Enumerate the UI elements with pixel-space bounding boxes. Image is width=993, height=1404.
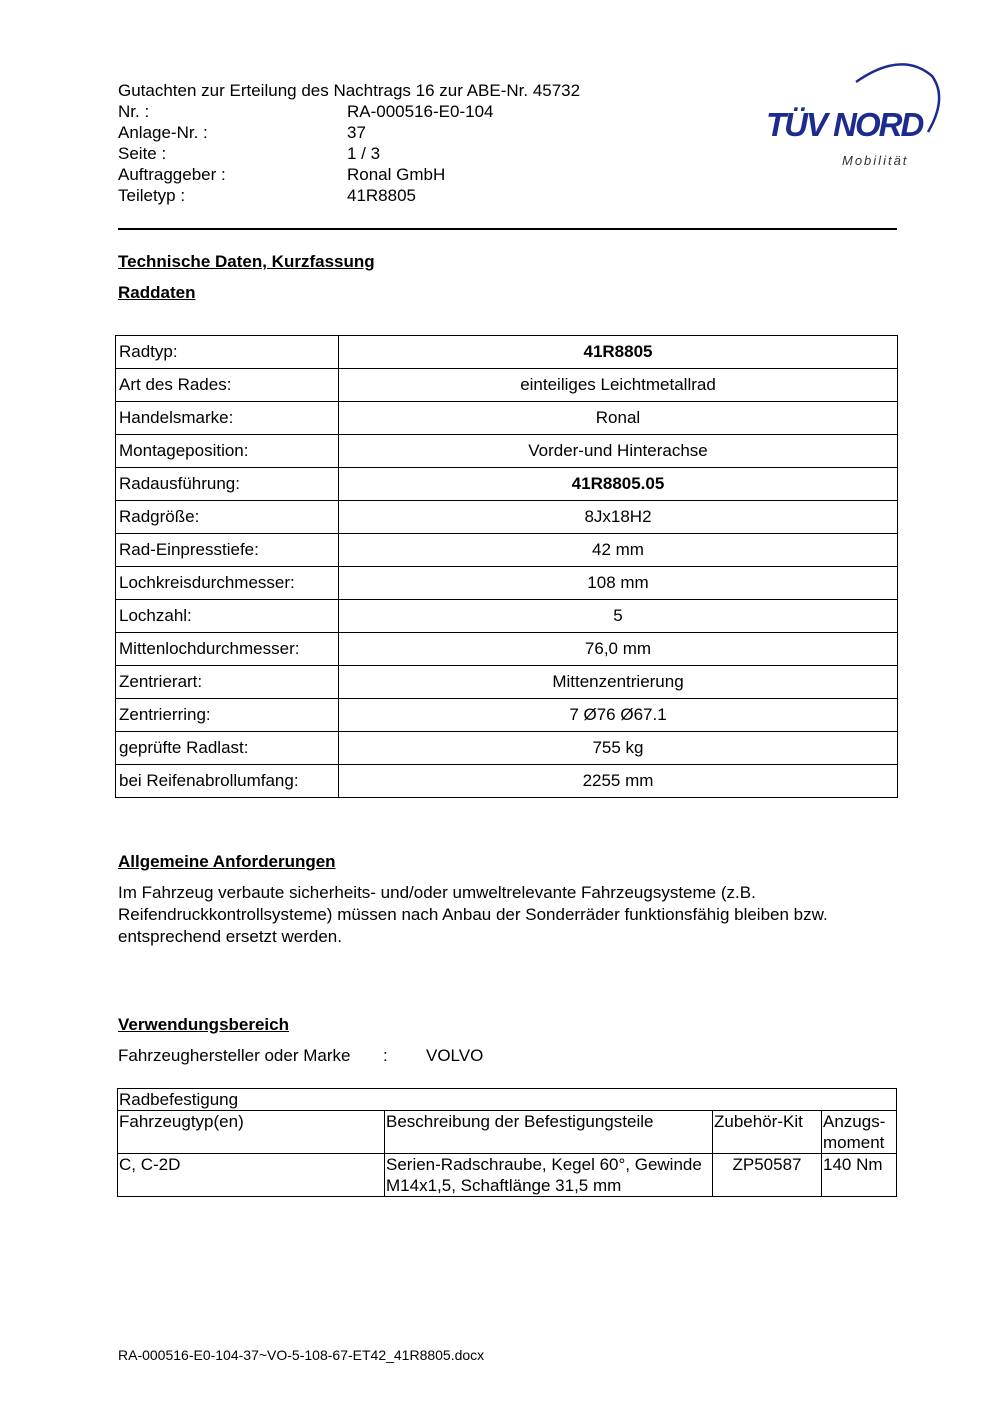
raddaten-value: Ronal [339,402,898,435]
maker-separator: : [383,1046,388,1065]
header-divider [118,228,897,230]
raddaten-value: 8Jx18H2 [339,501,898,534]
document-title: Gutachten zur Erteilung des Nachtrags 16 zur ABE-Nr. 45732 [118,81,581,100]
header-label: Seite : [118,144,167,163]
raddaten-label: Mittenlochdurchmesser: [116,633,339,666]
header-row-anlage [118,122,366,143]
maker-value: VOLVO [426,1046,484,1065]
table-title-row [118,1089,897,1111]
raddaten-label: Lochkreisdurchmesser: [116,567,339,600]
table-row [116,534,898,567]
table-row [116,369,898,402]
section-allgemeine-anforderungen: Allgemeine Anforderungen [118,852,336,871]
column-header: Beschreibung der Befestigungsteile [385,1111,713,1154]
table-row [118,1154,897,1197]
table-row [116,633,898,666]
table-row [116,699,898,732]
raddaten-label: Lochzahl: [116,600,339,633]
header-row-seite [118,143,380,164]
raddaten-label: bei Reifenabrollumfang: [116,765,339,798]
table-header-row [118,1111,897,1154]
raddaten-value: 2255 mm [339,765,898,798]
raddaten-value: Mittenzentrierung [339,666,898,699]
header-value: 37 [347,123,366,142]
logo-brand-text: TÜV NORD [766,106,923,143]
footer-filename: RA-000516-E0-104-37~VO-5-108-67-ET42_41R8805.docx [118,1347,485,1363]
header-row-auftraggeber [118,164,445,185]
header-value: 41R8805 [347,186,417,205]
header-label: Teiletyp : [118,186,186,205]
table-row [116,765,898,798]
raddaten-label: Rad-Einpresstiefe: [116,534,339,567]
allgemeine-text: Im Fahrzeug verbaute sicherheits- und/oder umweltrelevante Fahrzeugsysteme (z.B. Reifendruckkontrollsysteme) müssen nach Anbau der Sonderräder funktionsfähig bleiben bzw. entsprechend ersetzt werden. [118,883,828,946]
header-row-teiletyp [118,185,416,206]
raddaten-label: Zentrierring: [116,699,339,732]
raddaten-label: Art des Rades: [116,369,339,402]
table-cell: C, C-2D [118,1154,385,1197]
header-row-nr [118,101,493,122]
radbefestigung-table [117,1088,897,1197]
raddaten-label: Handelsmarke: [116,402,339,435]
tuv-nord-logo [762,58,942,173]
section-technische-daten: Technische Daten, Kurzfassung [118,252,375,271]
raddaten-label: Montageposition: [116,435,339,468]
table-row [116,468,898,501]
raddaten-value: 76,0 mm [339,633,898,666]
raddaten-label: Radausführung: [116,468,339,501]
table-cell: ZP50587 [713,1154,822,1197]
raddaten-value: 41R8805 [339,336,898,369]
header-value: Ronal GmbH [347,165,446,184]
table-row [116,600,898,633]
raddaten-value: 5 [339,600,898,633]
table-row [116,666,898,699]
column-header: Zubehör-Kit [713,1111,822,1154]
raddaten-value: 108 mm [339,567,898,600]
raddaten-value: 755 kg [339,732,898,765]
raddaten-label: Radtyp: [116,336,339,369]
table-cell: 140 Nm [822,1154,897,1197]
raddaten-value: 41R8805.05 [339,468,898,501]
table-cell: Serien-Radschraube, Kegel 60°, Gewinde M14x1,5, Schaftlänge 31,5 mm [385,1154,713,1197]
raddaten-label: Zentrierart: [116,666,339,699]
raddaten-table [115,335,898,798]
header-label: Auftraggeber : [118,165,226,184]
header-label: Anlage-Nr. : [118,123,208,142]
raddaten-value: 7 Ø76 Ø67.1 [339,699,898,732]
table-row [116,732,898,765]
raddaten-value: einteiliges Leichtmetallrad [339,369,898,402]
raddaten-label: Radgröße: [116,501,339,534]
section-verwendungsbereich: Verwendungsbereich [118,1015,289,1034]
table-row [116,435,898,468]
table-row [116,501,898,534]
table-row [116,567,898,600]
header-label: Nr. : [118,102,150,121]
maker-label: Fahrzeughersteller oder Marke [118,1046,351,1065]
raddaten-value: 42 mm [339,534,898,567]
column-header: Anzugs-moment [822,1111,897,1154]
logo-subtitle-text: Mobilität [842,153,909,168]
column-header: Fahrzeugtyp(en) [118,1111,385,1154]
logo-arc-icon [762,58,942,173]
header-value: RA-000516-E0-104 [347,102,494,121]
raddaten-value: Vorder-und Hinterachse [339,435,898,468]
header-value: 1 / 3 [347,144,381,163]
table-row [116,336,898,369]
raddaten-label: geprüfte Radlast: [116,732,339,765]
fahrzeughersteller-row [118,1046,484,1066]
radbefestigung-title: Radbefestigung [118,1089,897,1111]
section-raddaten: Raddaten [118,283,196,302]
table-row [116,402,898,435]
